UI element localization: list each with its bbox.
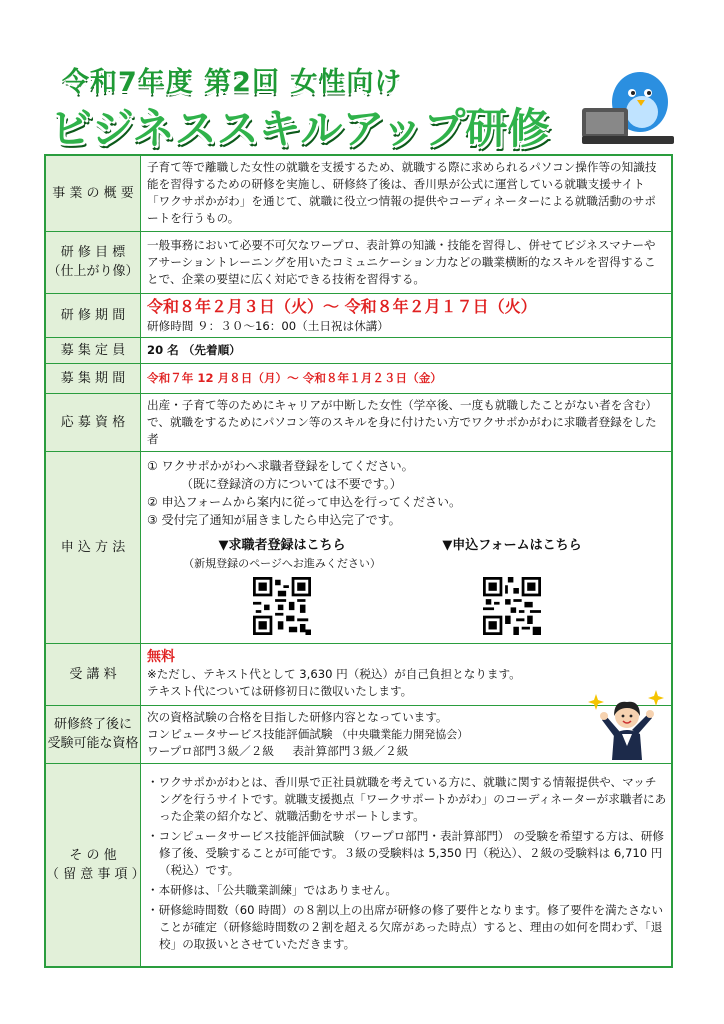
note-item: ・研修総時間数（60 時間）の８割以上の出席が研修の修了要件となります。修了要件を満たさないことが確定（研修総時間数の２割を超える欠席があった時点）すると、理由の如何を問わず、「退校」の取扱いとさせていただきます。 — [147, 903, 664, 952]
capacity-text: 20 名 （先着順） — [141, 337, 673, 363]
label-fee: 受 講 料 — [45, 643, 141, 705]
bird-laptop-illustration — [582, 68, 674, 146]
period-dates: 令和８年２月３日（火）～ 令和８年２月１７日（火） — [147, 296, 537, 316]
info-table — [44, 154, 673, 968]
qr2-title: ▼申込フォームはこちら — [442, 538, 582, 553]
label-other — [45, 763, 145, 967]
overview-text: 子育て等で離職した女性の就職を支援するため、就職する際に求められるパソコン操作等の知識技能を習得するための研修を実施し、研修終了後は、香川県が公式に運営している就職支援サイト「ワクサポかがわ」を通じて、就職に役立つ情報の提供やコーディネーターによる就職活動のサポートを行うもの。 — [141, 155, 673, 231]
label-apply: 申 込 方 法 — [45, 451, 141, 643]
exam-wordpro: ワープロ部門３級／２級 — [147, 743, 274, 758]
label-other-line2: （ 留 意 事 項 ） — [46, 866, 145, 882]
fee-note2: テキスト代については研修初日に徴収いたします。 — [147, 683, 413, 698]
apply-step3: ③ 受付完了通知が届きましたら申込完了です。 — [147, 513, 401, 527]
exam-org: （中央職業能力開発協会） — [336, 727, 469, 741]
note-item: ・コンピュータサービス技能評価試験 （ワープロ部門・表計算部門） の受験を希望する方は、研修修了後、受験することが可能です。３級の受験料は 5,350 円（税込）、２級の受験料は 6,710 円（税込）です。 — [147, 829, 664, 878]
title-line1: 令和7年度 第2回 女性向け — [62, 67, 403, 98]
note-item: ・本研修は、「公共職業訓練」ではありません。 — [147, 883, 397, 898]
label-goals — [45, 231, 141, 293]
label-goals-line2: （仕上がり像） — [47, 264, 139, 279]
recruit-dates: 令和７年 12 月８日（月）～ 令和８年１月２３日（金） — [141, 363, 673, 393]
label-recruit: 募 集 期 間 — [45, 363, 141, 393]
goals-text: 一般事務において必要不可欠なワープロ、表計算の知識・技能を習得し、併せてビジネスマナーやアサーショントレーニングを用いたコミュニケーション力などの職業横断的なスキルを習得することで、企業の要望に広く対応できる技術を習得する。 — [141, 231, 673, 293]
note-item: ・ワクサポかがわとは、香川県で正社員就職を考えている方に、就職に関する情報提供や、マッチングを行うサイトです。就職支援拠点「ワークサポートかがわ」のコーディネーターが求職者にあった企業の紹介など、就職活動をサポートします。 — [147, 775, 667, 824]
label-overview: 事 業 の 概 要 — [45, 155, 141, 231]
period-hours: 研修時間 ９：３０～16：00（土日祝は休講） — [147, 318, 389, 333]
exam-line2: コンピュータサービス技能評価試験 — [147, 726, 333, 741]
qr1-title: ▼求職者登録はこちら — [218, 538, 346, 553]
apply-step1: ① ワクサポかがわへ求職者登録をしてください。 — [147, 459, 414, 473]
label-eligibility: 応 募 資 格 — [45, 393, 141, 451]
qr-code-registration[interactable] — [253, 577, 311, 635]
label-goals-line1: 研 修 目 標 — [60, 245, 126, 260]
notes-list — [147, 774, 667, 953]
title-line2: ビジネススキルアップ研修 — [50, 104, 550, 153]
cheering-woman-illustration — [588, 690, 666, 760]
qr1-subtitle: （新規登録のページへお進みください） — [183, 557, 381, 570]
label-exam-line2: 受験可能な資格 — [47, 736, 139, 751]
apply-step2: ② 申込フォームから案内に従って申込を行ってください。 — [147, 495, 461, 509]
qr-code-application-form[interactable] — [483, 577, 541, 635]
fee-free: 無料 — [147, 648, 175, 665]
exam-line1: 次の資格試験の合格を目指した研修内容となっています。 — [147, 709, 448, 724]
label-period: 研 修 期 間 — [45, 293, 141, 337]
label-capacity: 募 集 定 員 — [45, 337, 141, 363]
label-exam — [45, 705, 141, 763]
label-other-line1: そ の 他 — [69, 847, 117, 863]
apply-step1-note: （既に登録済の方については不要です。） — [181, 477, 402, 491]
exam-spreadsheet: 表計算部門３級／２級 — [292, 743, 409, 758]
fee-note1: ※ただし、テキスト代として 3,630 円（税込）が自己負担となります。 — [147, 666, 521, 681]
eligibility-text: 出産・子育て等のためにキャリアが中断した女性（学卒後、一度も就職したことがない者を含む）で、就職をするためにパソコン等のスキルを身に付けたい方でワクサポかがわに求職者登録をした者 — [141, 393, 673, 451]
label-exam-line1: 研修終了後に — [53, 717, 132, 732]
